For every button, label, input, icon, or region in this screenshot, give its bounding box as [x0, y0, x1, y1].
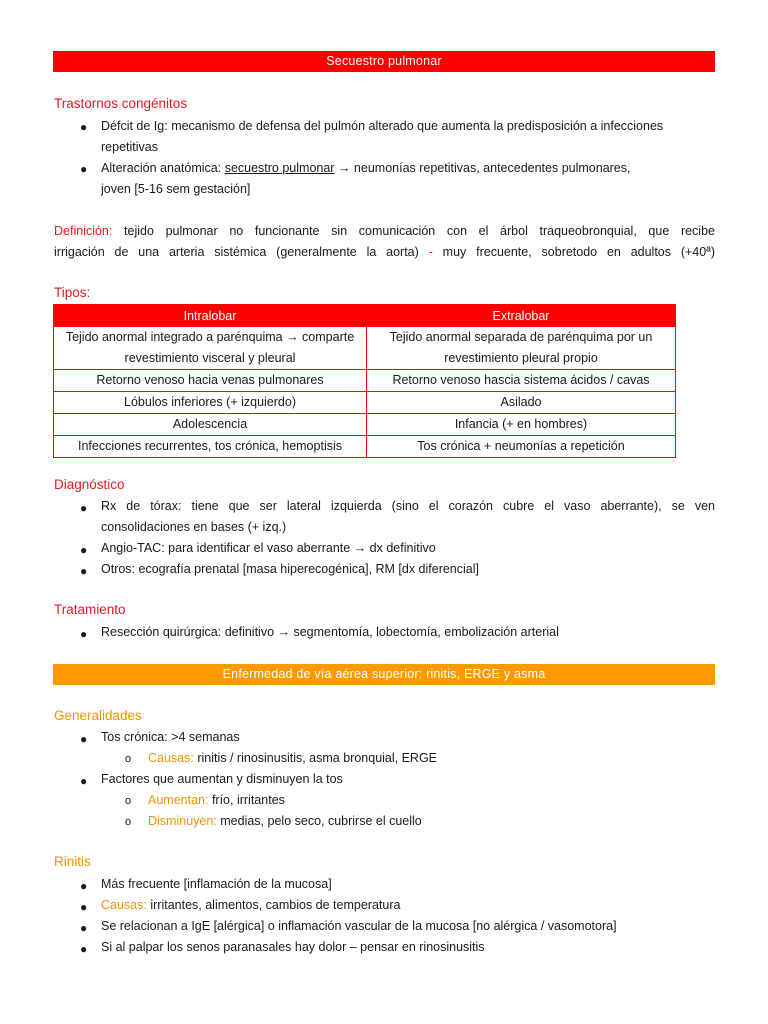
item-label: Alteración anatómica:: [101, 161, 222, 175]
bullet: ●: [80, 900, 88, 914]
heading-tipos: Tipos:: [54, 285, 91, 300]
item-label: Défcit de Ig:: [101, 119, 168, 133]
definicion-text3: muy frecuente, sobretodo en adultos (+40ª): [442, 245, 715, 259]
definicion-label: Definición:: [54, 224, 113, 238]
table-cell: Infancia (+ en hombres): [367, 414, 676, 436]
sub-item-aumentan: [148, 790, 285, 811]
item-text: tiene que ser lateral izquierda (sino el corazón cubre el vaso aberrante), se ven: [191, 499, 715, 513]
rx-line1: [101, 496, 715, 517]
col-extralobar: Extralobar: [367, 305, 676, 327]
list-item-angio: [101, 538, 715, 559]
list-item-alteracion: [101, 158, 715, 200]
item-text: repetitivas: [101, 140, 158, 154]
bullet: ●: [80, 501, 88, 515]
item-label: Angio-TAC:: [101, 541, 165, 555]
sub-item-disminuyen: [148, 811, 422, 832]
bullet: ●: [80, 921, 88, 935]
item-text: definitivo → segmentomía, lobectomía, embolización arterial: [224, 625, 559, 639]
table-header-row: [54, 305, 676, 327]
list-item-senos: Si al palpar los senos paranasales hay dolor – pensar en rinosinusitis: [101, 940, 485, 954]
list-item-tos: Tos crónica: >4 semanas: [101, 730, 240, 744]
bullet: ●: [80, 120, 88, 134]
list-item-rx: [101, 496, 715, 538]
table-cell: Adolescencia: [54, 414, 367, 436]
dash: -: [428, 245, 433, 259]
table-row: [54, 327, 676, 370]
bullet: ●: [80, 879, 88, 893]
heading-tratamiento: Tratamiento: [54, 602, 126, 617]
bullet: ●: [80, 774, 88, 788]
list-item-frecuente: Más frecuente [inflamación de la mucosa]: [101, 877, 332, 891]
definicion-line1: [54, 221, 715, 242]
heading-generalidades: Generalidades: [54, 708, 142, 723]
list-item-ig: [101, 116, 715, 158]
heading-diagnostico: Diagnóstico: [54, 477, 125, 492]
definicion-text: tejido pulmonar no funcionante sin comunicación con el árbol traqueobronquial, que recibe: [124, 224, 715, 238]
bullet: ●: [80, 732, 88, 746]
list-item-otros: [101, 559, 715, 580]
sub-bullet: o: [125, 753, 132, 765]
table-row: [54, 370, 676, 392]
list-item-ige: Se relacionan a IgE [alérgica] o inflamación vascular de la mucosa [no alérgica / vasomotora]: [101, 919, 617, 933]
section-title-secuestro: Secuestro pulmonar: [53, 51, 715, 72]
definicion-line2: [54, 242, 715, 263]
item-label: Otros:: [101, 562, 136, 576]
sub-item-label: Disminuyen:: [148, 814, 217, 828]
sub-item-text: medias, pelo seco, cubrirse el cuello: [220, 814, 422, 828]
sub-item-text: rinitis / rinosinusitis, asma bronquial, ERGE: [197, 751, 438, 765]
sub-item-causas: [148, 748, 437, 769]
item-text: consolidaciones en bases (+ izq.): [101, 520, 287, 534]
table-cell: Lóbulos inferiores (+ izquierdo): [54, 392, 367, 414]
item-text: joven [5-16 sem gestación]: [101, 182, 251, 196]
item-label: Rx de tórax:: [101, 499, 182, 513]
item-text: mecanismo de defensa del pulmón alterado que aumenta la predisposición a infecciones: [171, 119, 664, 133]
table-cell: Retorno venoso hacia venas pulmonares: [54, 370, 367, 392]
definicion-text2: irrigación de una arteria sistémica (generalmente la aorta): [54, 245, 419, 259]
heading-rinitis: Rinitis: [54, 854, 91, 869]
sub-bullet: o: [125, 816, 132, 828]
table-cell: Retorno venoso hascia sistema ácidos / cavas: [367, 370, 676, 392]
item-text: para identificar el vaso aberrante → dx definitivo: [168, 541, 436, 555]
table-cell: Tejido anormal separada de parénquima por un revestimiento pleural propio: [367, 327, 676, 370]
list-item-reseccion: [101, 622, 715, 643]
sub-item-label: Causas:: [148, 751, 194, 765]
item-text: ecografía prenatal [masa hiperecogénica], RM [dx diferencial]: [138, 562, 479, 576]
definicion-paragraph: [54, 221, 715, 263]
list-item-causas: [101, 895, 715, 916]
bullet: ●: [80, 942, 88, 956]
table-cell: Asilado: [367, 392, 676, 414]
table-cell: Tos crónica + neumonías a repetición: [367, 436, 676, 458]
tipos-table: [53, 304, 676, 458]
bullet: ●: [80, 162, 88, 176]
sub-item-text: frío, irritantes: [211, 793, 285, 807]
sub-bullet: o: [125, 795, 132, 807]
table-row: [54, 392, 676, 414]
item-text: irritantes, alimentos, cambios de temperatura: [150, 898, 401, 912]
section-title-via-aerea: Enfermedad de vía aérea superior: rinitis, ERGE y asma: [53, 664, 715, 685]
list-item-factores: Factores que aumentan y disminuyen la tos: [101, 772, 343, 786]
bullet: ●: [80, 627, 88, 641]
sub-item-label: Aumentan:: [148, 793, 209, 807]
table-row: [54, 436, 676, 458]
heading-trastornos: Trastornos congénitos: [54, 96, 188, 111]
col-intralobar: Intralobar: [54, 305, 367, 327]
item-text: → neumonías repetitivas, antecedentes pulmonares,: [337, 161, 631, 175]
table-cell: Tejido anormal integrado a parénquima → comparte revestimiento visceral y pleural: [54, 327, 367, 370]
table-row: [54, 414, 676, 436]
bullet: ●: [80, 543, 88, 557]
table-cell: Infecciones recurrentes, tos crónica, hemoptisis: [54, 436, 367, 458]
item-label: Resección quirúrgica:: [101, 625, 222, 639]
secuestro-link: secuestro pulmonar: [224, 161, 335, 175]
bullet: ●: [80, 564, 88, 578]
item-label: Causas:: [101, 898, 147, 912]
